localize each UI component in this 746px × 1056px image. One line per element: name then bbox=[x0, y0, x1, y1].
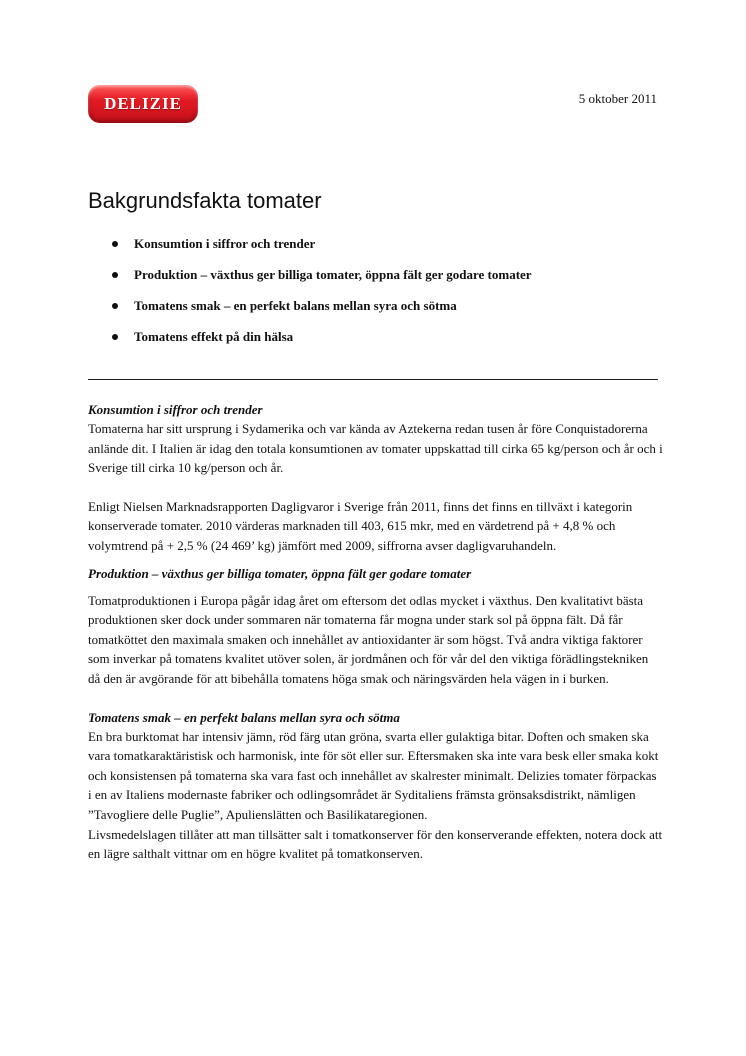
paragraph: En bra burktomat har intensiv jämn, röd färg utan gröna, svarta eller gulaktiga bitar. Doften och smaken ska vara tomatkaraktäristisk och harmonisk, inte för söt eller sur. Eftersmaken ska inte vara besk eller smaka kokt och konsistensen på tomaterna ska vara fast och innehållet av skalrester minimalt. Delizies tomater förpackas i en av Italiens modernaste fabriker och odlingsområdet är Syditaliens främsta grönsaksdistrikt, nämligen ”Tavogliere delle Puglie”, Apulienslätten och Basilikataregionen. bbox=[88, 728, 659, 822]
section-divider bbox=[88, 379, 658, 380]
bullet-icon bbox=[112, 241, 118, 247]
bullet-icon bbox=[112, 272, 118, 278]
logo-text: DELIZIE bbox=[104, 94, 182, 113]
delizie-logo bbox=[88, 85, 198, 123]
topic-label: Produktion – växthus ger billiga tomater, öppna fält ger godare tomater bbox=[134, 267, 532, 282]
paragraph: Tomatproduktionen i Europa pågår idag året om eftersom det odlas mycket i växthus. Den kvalitativt bästa produktionen sker dock under sommaren när tomaterna får mogna under stark sol på öppna fält. Då får tomatköttet den maximala smaken och innehållet av antioxidanter är som högst. Två andra viktiga faktorer som inverkar på tomatens kvalitet utöver solen, är jordmånen och för vår del den viktiga förädlingstekniken då den är avgörande för att bibehålla tomatens höga smak och näringsvärden hela vägen in i burken. bbox=[88, 592, 649, 686]
topic-label: Konsumtion i siffror och trender bbox=[134, 236, 316, 251]
topic-label: Tomatens effekt på din hälsa bbox=[134, 329, 294, 344]
topic-list bbox=[112, 236, 532, 360]
article-body bbox=[88, 400, 663, 864]
page-title: Bakgrundsfakta tomater bbox=[88, 188, 322, 213]
topic-item bbox=[112, 329, 532, 360]
topic-item bbox=[112, 298, 532, 329]
bullet-icon bbox=[112, 303, 118, 309]
paragraph: Enligt Nielsen Marknadsrapporten Dagligvaror i Sverige från 2011, finns det finns en tillväxt i kategorin konserverade tomater. 2010 värderas marknaden till 403, 615 mkr, med en värdetrend på + 4,8 % och volymtrend på + 2,5 % (24 469’ kg) jämfört med 2009, siffrorna avser dagligvaruhandeln. bbox=[88, 498, 633, 553]
topic-item bbox=[112, 236, 532, 267]
bullet-icon bbox=[112, 334, 118, 340]
paragraph: Livsmedelslagen tillåter att man tillsätter salt i tomatkonserver för den konserverande effekten, notera dock att en lägre salthalt vittnar om en högre kvalitet på tomatkonserven. bbox=[88, 826, 663, 862]
paragraph: Tomaterna har sitt ursprung i Sydamerika och var kända av Aztekerna redan tusen år före Conquistadorerna anlände dit. I Italien är idag den totala konsumtionen av tomater uppskattad till cirka 65 kg/person och år och i Sverige till cirka 10 kg/person och år. bbox=[88, 421, 663, 476]
section-heading-taste: Tomatens smak – en perfekt balans mellan syra och sötma bbox=[88, 709, 400, 725]
section-heading-production: Produktion – växthus ger billiga tomater, öppna fält ger godare tomater bbox=[88, 565, 472, 581]
topic-label: Tomatens smak – en perfekt balans mellan syra och sötma bbox=[134, 298, 457, 313]
document-date: 5 oktober 2011 bbox=[578, 91, 657, 106]
section-heading-consumption: Konsumtion i siffror och trender bbox=[88, 402, 263, 417]
topic-item bbox=[112, 267, 532, 298]
